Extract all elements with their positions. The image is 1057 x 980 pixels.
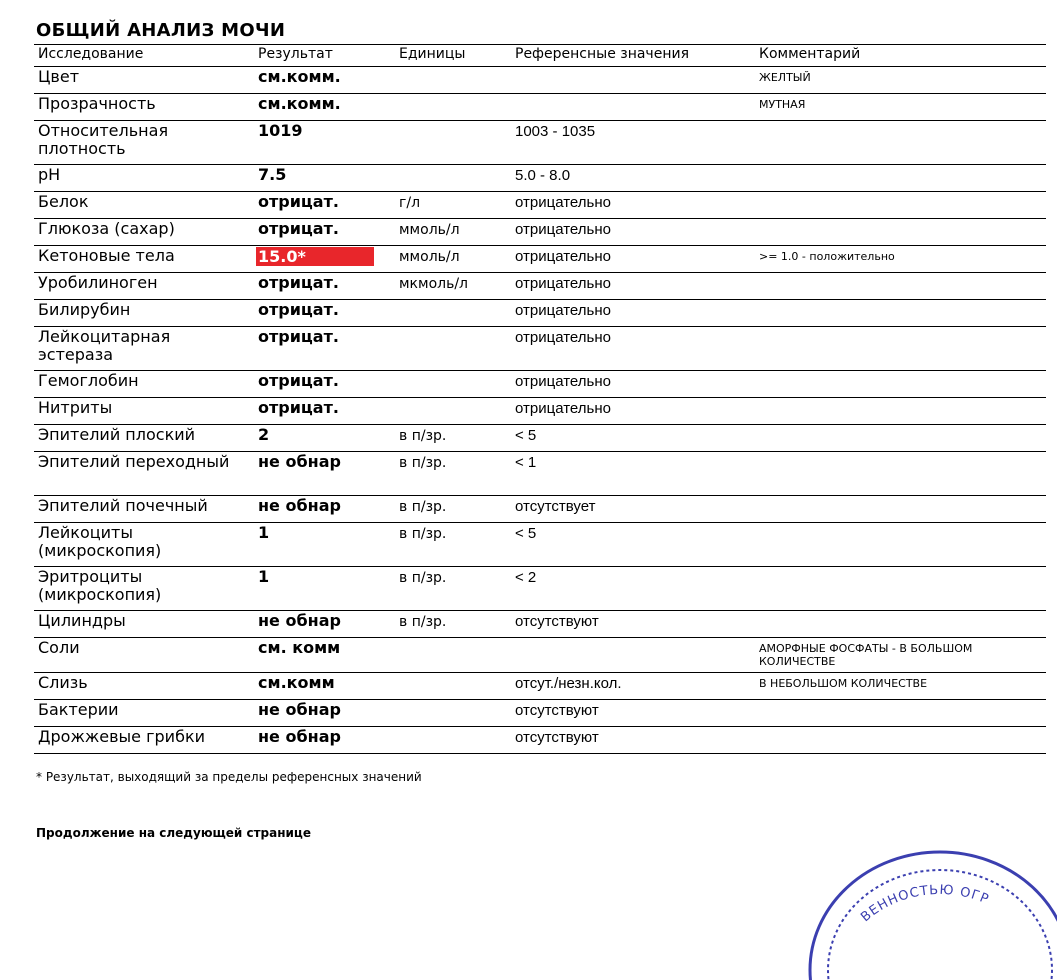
units-value: мкмоль/л [395,273,511,300]
reference-value: < 1 [511,452,741,496]
comment-value [741,727,1046,754]
result-value: не обнар [254,700,395,727]
reference-value: отрицательно [511,398,741,425]
comment-value [741,121,1046,165]
result-value: 1019 [254,121,395,165]
comment-value: В НЕБОЛЬШОМ КОЛИЧЕСТВЕ [741,673,1046,700]
result-value: см.комм. [254,94,395,121]
results-table [34,44,1046,754]
reference-value: отрицательно [511,300,741,327]
units-value [395,327,511,371]
comment-value [741,611,1046,638]
result-value: отрицат. [254,219,395,246]
test-name: Цилиндры [34,611,254,638]
reference-value [511,67,741,94]
comment-value [741,192,1046,219]
test-name: Белок [34,192,254,219]
table-row [34,611,1046,638]
units-value: в п/зр. [395,425,511,452]
table-row [34,638,1046,673]
result-value: не обнар [254,727,395,754]
reference-value: отрицательно [511,327,741,371]
header-units: Единицы [395,45,511,67]
table-row [34,94,1046,121]
table-row [34,219,1046,246]
reference-value: отрицательно [511,273,741,300]
units-value [395,727,511,754]
test-name: Дрожжевые грибки [34,727,254,754]
result-value: см. комм [254,638,395,673]
test-name: Лейкоциты (микроскопия) [34,523,254,567]
test-name: Эритроциты (микроскопия) [34,567,254,611]
comment-value [741,700,1046,727]
table-row [34,452,1046,496]
table-row [34,371,1046,398]
comment-value: ЖЕЛТЫЙ [741,67,1046,94]
reference-value: отсутствуют [511,611,741,638]
comment-value [741,327,1046,371]
test-name: Кетоновые тела [34,246,254,273]
comment-value [741,165,1046,192]
test-name: Цвет [34,67,254,94]
reference-value: 5.0 - 8.0 [511,165,741,192]
reference-value: 1003 - 1035 [511,121,741,165]
reference-value: < 2 [511,567,741,611]
reference-value: < 5 [511,425,741,452]
reference-value: отсутствуют [511,700,741,727]
stamp-seal [800,820,1057,980]
units-value [395,371,511,398]
comment-value [741,300,1046,327]
comment-value [741,273,1046,300]
header-test: Исследование [34,45,254,67]
flagged-result-value: 15.0* [256,247,374,266]
reference-value: отрицательно [511,192,741,219]
test-name: Нитриты [34,398,254,425]
table-row [34,496,1046,523]
header-result: Результат [254,45,395,67]
result-value: см.комм [254,673,395,700]
table-row [34,67,1046,94]
test-name: pH [34,165,254,192]
footnote: * Результат, выходящий за пределы референсных значений [36,770,422,784]
units-value [395,700,511,727]
test-name: Лейкоцитарная эстераза [34,327,254,371]
header-reference: Референсные значения [511,45,741,67]
units-value: г/л [395,192,511,219]
result-value: 2 [254,425,395,452]
comment-value: >= 1.0 - положительно [741,246,1046,273]
test-name: Эпителий переходный [34,452,254,496]
table-row [34,273,1046,300]
units-value [395,638,511,673]
result-value: отрицат. [254,273,395,300]
test-name: Гемоглобин [34,371,254,398]
units-value: ммоль/л [395,246,511,273]
table-row [34,300,1046,327]
units-value: в п/зр. [395,452,511,496]
table-row [34,327,1046,371]
result-value: отрицат. [254,300,395,327]
header-comment: Комментарий [741,45,1046,67]
result-value: отрицат. [254,371,395,398]
reference-value: отсутствует [511,496,741,523]
comment-value [741,452,1046,496]
table-row [34,398,1046,425]
result-value: 1 [254,523,395,567]
units-value [395,94,511,121]
table-row [34,246,1046,273]
table-row [34,121,1046,165]
comment-value [741,398,1046,425]
units-value: в п/зр. [395,496,511,523]
comment-value: МУТНАЯ [741,94,1046,121]
table-row [34,523,1046,567]
units-value [395,300,511,327]
units-value [395,165,511,192]
page-title: ОБЩИЙ АНАЛИЗ МОЧИ [36,20,286,41]
test-name: Прозрачность [34,94,254,121]
units-value: в п/зр. [395,611,511,638]
units-value: ммоль/л [395,219,511,246]
result-value: отрицат. [254,192,395,219]
comment-value [741,219,1046,246]
reference-value [511,94,741,121]
seal-text: ВЕННОСТЬЮ ОГР [858,882,992,926]
units-value [395,67,511,94]
test-name: Слизь [34,673,254,700]
test-name: Эпителий почечный [34,496,254,523]
reference-value: отрицательно [511,371,741,398]
result-value: не обнар [254,496,395,523]
units-value: в п/зр. [395,567,511,611]
comment-value [741,523,1046,567]
test-name: Бактерии [34,700,254,727]
continuation-note: Продолжение на следующей странице [36,826,311,840]
table-row [34,567,1046,611]
reference-value [511,638,741,673]
reference-value: отрицательно [511,219,741,246]
result-value: 1 [254,567,395,611]
units-value [395,398,511,425]
comment-value [741,567,1046,611]
test-name: Относительная плотность [34,121,254,165]
test-name: Соли [34,638,254,673]
reference-value: отсутствуют [511,727,741,754]
test-name: Глюкоза (сахар) [34,219,254,246]
comment-value: АМОРФНЫЕ ФОСФАТЫ - В БОЛЬШОМ КОЛИЧЕСТВЕ [741,638,1046,673]
units-value: в п/зр. [395,523,511,567]
test-name: Билирубин [34,300,254,327]
comment-value [741,371,1046,398]
table-row [34,727,1046,754]
table-row [34,425,1046,452]
table-row [34,192,1046,219]
result-value: 7.5 [254,165,395,192]
table-row [34,700,1046,727]
test-name: Уробилиноген [34,273,254,300]
result-value: отрицат. [254,398,395,425]
result-value: отрицат. [254,327,395,371]
reference-value: отсут./незн.кол. [511,673,741,700]
reference-value: отрицательно [511,246,741,273]
table-header-row [34,45,1046,67]
units-value [395,121,511,165]
result-value: см.комм. [254,67,395,94]
test-name: Эпителий плоский [34,425,254,452]
comment-value [741,425,1046,452]
result-cell [254,246,395,273]
result-value: не обнар [254,611,395,638]
svg-text:ВЕННОСТЬЮ ОГР [858,883,991,925]
table-row [34,673,1046,700]
table-row [34,165,1046,192]
comment-value [741,496,1046,523]
units-value [395,673,511,700]
reference-value: < 5 [511,523,741,567]
result-value: не обнар [254,452,395,496]
